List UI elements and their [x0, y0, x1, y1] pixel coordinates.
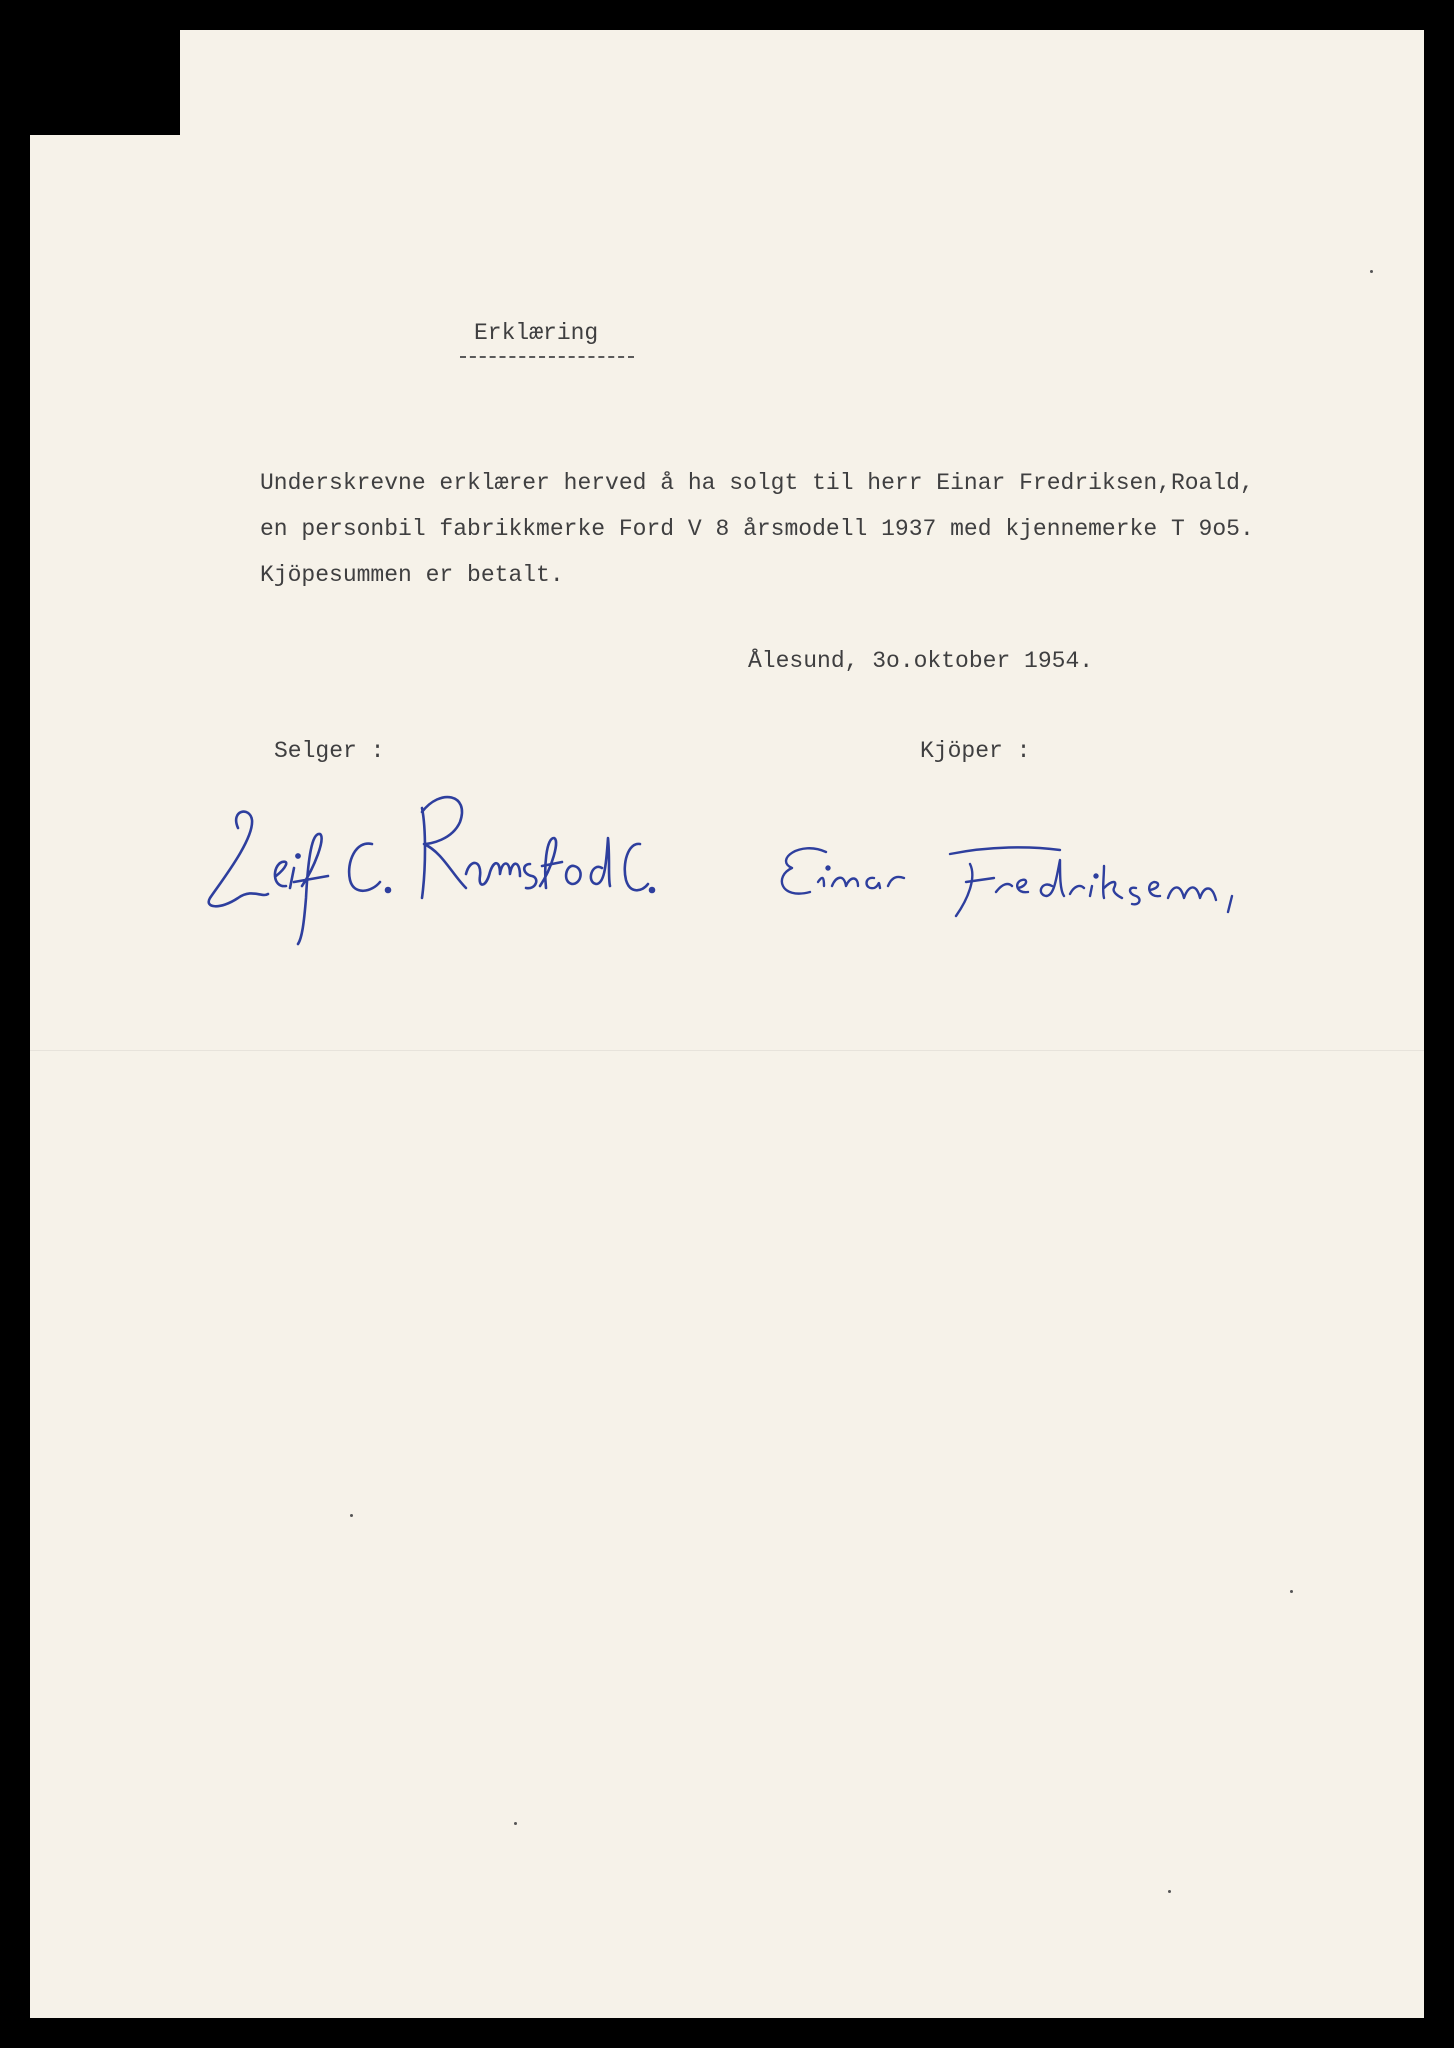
title-underline [460, 356, 634, 358]
buyer-signature [770, 820, 1330, 930]
corner-tab [30, 30, 180, 135]
document-title: Erklæring [474, 320, 599, 346]
body-line-2: en personbil fabrikkmerke Ford V 8 årsmodell 1937 med kjennemerke T 9o5. [260, 516, 1254, 542]
fold-line [30, 1050, 1424, 1051]
body-line-1: Underskrevne erklærer herved å ha solgt til herr Einar Fredriksen,Roald, [260, 470, 1254, 496]
paper-speck [1370, 270, 1373, 273]
paper-speck [350, 1514, 353, 1517]
document-page [30, 30, 1424, 2018]
paper-speck [1168, 1890, 1171, 1893]
paper-speck [514, 1822, 517, 1825]
place-date: Ålesund, 3o.oktober 1954. [748, 648, 1094, 674]
seller-label: Selger : [274, 738, 385, 764]
seller-signature [190, 748, 660, 948]
body-line-3: Kjöpesummen er betalt. [260, 562, 564, 588]
paper-speck [1290, 1590, 1293, 1593]
buyer-label: Kjöper : [920, 738, 1031, 764]
